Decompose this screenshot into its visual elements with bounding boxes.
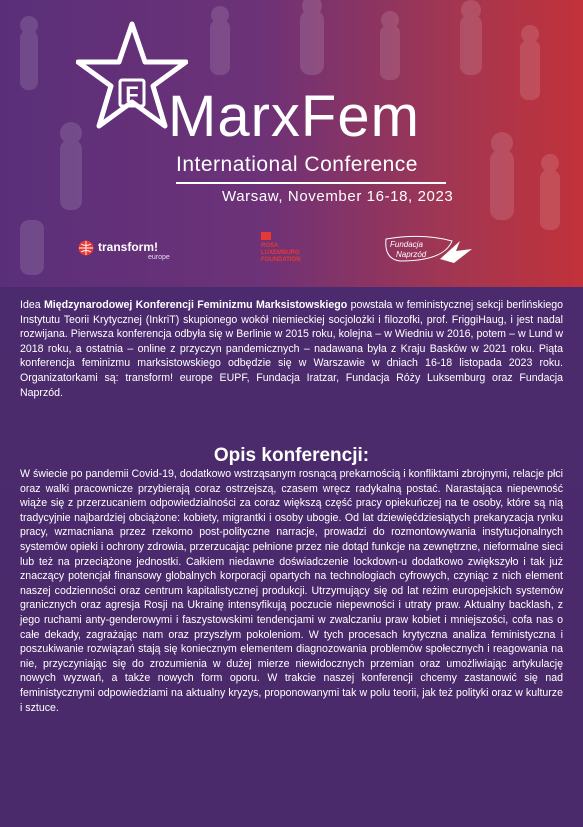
sponsor-transform-europe bbox=[78, 236, 188, 268]
intro-text-rest: powstała w feministycznej sekcji berlińskiego Instytutu Teorii Krytycznej (InkriT) skupionego wokół niemieckiej socjolożki i filozofki, prof. FriggiHaug, i jest nadal rozwijana. Pierwsza konferencja odbyła się w Berlinie w 2015 roku, kolejna – w Wiedniu w 2016, potem – w Lund w 2018 roku, a ostatnia – online z przyczyn pandemicznych – nadawana była z Kraju Basków w 2021 roku. Piąta konferencja feminizmu marksistowskiego odbędzie się w Warszawie w dniach 16-18 listopada 2023 roku. Organizatorkami są: transform! europe EUPF, Fundacja Iratzar, Fundacja Róży Luksemburg oraz Fundacja Naprzód. bbox=[20, 299, 564, 399]
title-divider bbox=[176, 182, 446, 184]
transform-name: transform! bbox=[98, 240, 159, 254]
fundacja-naprzod-arrow-icon bbox=[382, 233, 478, 265]
rosa-line-1: ROSA bbox=[261, 243, 279, 249]
transform-globe-icon bbox=[78, 240, 94, 256]
intro-paragraph bbox=[20, 298, 563, 400]
rosa-line-3: FOUNDATION bbox=[261, 257, 301, 263]
fundacja-line-1: Fundacja bbox=[390, 240, 423, 249]
fundacja-line-2: Naprzód bbox=[396, 250, 427, 259]
rosa-line-2: LUXEMBURG bbox=[261, 250, 300, 256]
rosa-luxemburg-logo bbox=[261, 232, 271, 240]
content-area bbox=[0, 287, 583, 827]
transform-sub: europe bbox=[148, 254, 170, 261]
section-heading: Opis konferencji: bbox=[213, 445, 370, 466]
conference-subtitle: International Conference bbox=[176, 153, 418, 176]
header-banner bbox=[0, 0, 583, 287]
sponsor-fundacja-naprzod bbox=[382, 233, 478, 265]
conference-date: Warsaw, November 16-18, 2023 bbox=[222, 188, 454, 205]
intro-bold-name: Międzynarodowej Konferencji Feminizmu Marksistowskiego bbox=[43, 299, 348, 311]
sponsor-rosa-luxemburg bbox=[261, 232, 319, 266]
description-paragraph: W świecie po pandemii Covid-19, dodatkowo wstrząsanym rosnącą prekarnością i konfliktami zbrojnymi, relacje płci oraz walki pracownicze przybierają coraz ostrzejszą, czasem wręcz radykalną postać. Narastająca niepewność wiąże się z przerzucaniem odpowiedzialności za coraz większą część pracy opiekuńczej na te osoby, które są nią tradycyjnie najbardziej obciążone: kobiety, migrantki i osoby ubogie. Od lat dziewięćdziesiątych prekaryzacja rynku pracy, wzmacniana przez rzekomo post-polityczne narracje, prowadzi do rozmontowywania instytucjonalnych systemów opieki i ochrony zdrowia, przerzucając pełnione przez nie dotąd funkcje na zewnętrzne, nieformalne sieci lub też na przeciążone jednostki. Całkiem niedawne doświadczenie lockdown-u dodatkowo zwiększyło i tak już znaczący potencjał finansowy globalnych korporacji opartych na technologiach cyfrowych, czyniąc z nich element naszej codzienności oraz centrum kapitalistycznej produkcji. Utrzymujący się od lat reżim europejskich systemów granicznych oraz agresja Rosji na Ukrainę intensyfikują poczucie niepewności i utraty praw. Aktualny backlash, z jego ruchami anty-genderowymi i faszystowskimi tendencjami w zwalczaniu praw kobiet i mniejszości, cofa nas o całe dekady, zagrażając nam oraz przyszłym pokoleniom. W tych procesach krytyczna analiza feministyczna i poszukiwanie rozwiązań stają się koniecznym elementem diagnozowania problemów społecznych i reagowania na nie, przyczyniając się do zrozumienia w dużej mierze niewidocznych przemian oraz umożliwiając artykulację nowych wyzwań, a także nowych form oporu. W trakcie naszej konferencji chcemy zastanowić się nad feministycznymi odpowiedziami na aktualny kryzys, proponowanymi tak w polu teorii, jak też polityki oraz w kulturze i sztuce. bbox=[20, 468, 563, 714]
intro-text-start: Idea bbox=[20, 299, 44, 311]
conference-title: MarxFem bbox=[168, 84, 420, 149]
logo-letter: F bbox=[125, 82, 139, 107]
